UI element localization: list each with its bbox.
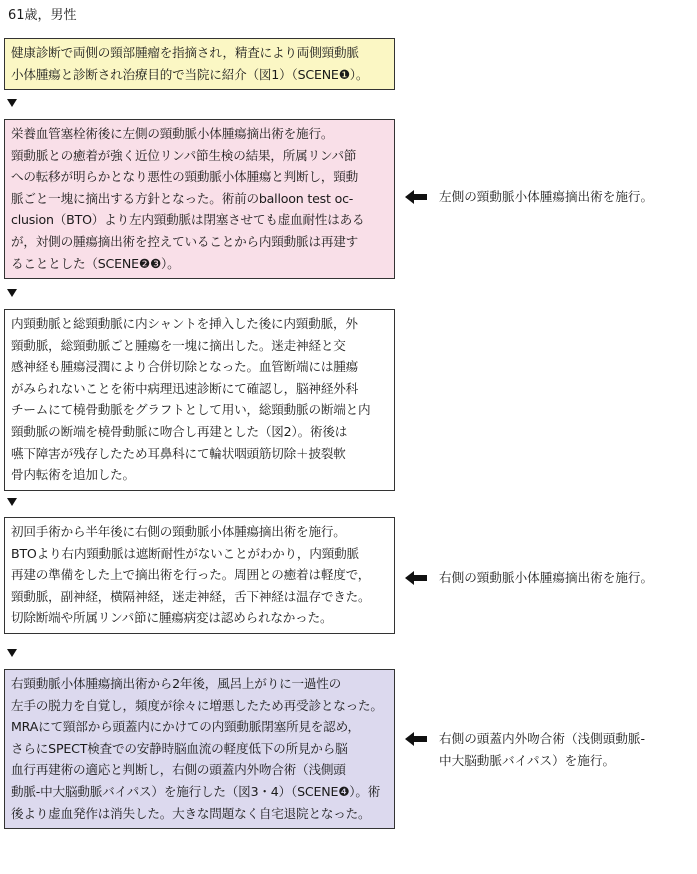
step-box-reconstruction	[4, 309, 395, 491]
left-arrow-icon	[405, 190, 427, 204]
step-box-referral	[4, 38, 395, 90]
text-line: 血行再建術の適応と判断し，右側の頭蓋内外吻合術（浅側頭	[11, 762, 346, 778]
text-line: 初回手術から半年後に右側の頸動脈小体腫瘍摘出術を施行。	[11, 524, 346, 539]
down-arrow-icon	[7, 289, 17, 297]
side-note-text: 右側の頸動脈小体腫瘍摘出術を施行。	[439, 570, 654, 585]
patient-header: 61歳，男性	[8, 8, 77, 23]
text-line: チームにて橈骨動脈をグラフトとして用い，総頸動脈の断端と内	[11, 402, 371, 418]
step-box-right-surgery	[4, 517, 395, 634]
left-arrow-icon	[405, 732, 427, 746]
text-line: 再建の準備をした上で摘出術を行った。周囲との癒着は軽度で，	[11, 567, 371, 583]
step-box-bypass	[4, 669, 395, 829]
text-line: がみられないことを術中病理迅速診断にて確認し，脳神経外科	[11, 380, 359, 396]
side-note-text: 左側の頸動脈小体腫瘍摘出術を施行。	[439, 189, 654, 204]
down-arrow-icon	[7, 99, 17, 107]
side-note-left-surgery	[405, 186, 653, 208]
text-line: 健康診断で両側の頸部腫瘤を指摘され，精査により両側頸動脈	[11, 45, 359, 60]
text-line: 左手の脱力を自覚し，頻度が徐々に増悪したため再受診となった。	[11, 697, 383, 713]
text-line: への転移が明らかとなり悪性の頸動脈小体腫瘍と判断し，頸動	[11, 169, 359, 185]
text-line: 右頸動脈小体腫瘍摘出術から2年後，風呂上がりに一過性の	[11, 676, 342, 691]
side-note-right-surgery	[405, 567, 653, 589]
text-line: 小体腫瘍と診断され治療目的で当院に紹介（図1）（SCENE❶）。	[11, 66, 369, 82]
text-line: 内頸動脈と総頸動脈に内シャントを挿入した後に内頸動脈，外	[11, 316, 358, 331]
down-arrow-icon	[7, 649, 17, 657]
text-line: 脈ごと一塊に摘出する方針となった。術前のballoon test oc-	[11, 190, 354, 206]
text-line: 動脈‐中大脳動脈バイパス）を施行した（図3・4）（SCENE❹）。術	[11, 783, 381, 799]
text-line: 頸動脈，総頸動脈ごと腫瘍を一塊に摘出した。迷走神経と交	[11, 337, 346, 353]
text-line: 頸動脈との癒着が強く近位リンパ節生検の結果，所属リンパ節	[11, 147, 357, 163]
side-note-bypass	[405, 728, 645, 772]
text-line: BTOより右内頸動脈は遮断耐性がないことがわかり，内頸動脈	[11, 545, 359, 561]
text-line: 頸動脈の断端を橈骨動脈に吻合し再建とした（図2）。術後は	[11, 423, 348, 439]
step-box-left-surgery	[4, 119, 395, 279]
text-line: が，対側の腫瘍摘出術を控えていることから内頸動脈は再建す	[11, 233, 359, 249]
text-line: ることとした（SCENE❷❸）。	[11, 255, 180, 271]
side-note-text: 右側の頭蓋内外吻合術（浅側頭動脈‐	[439, 731, 646, 746]
text-line: 嚥下障害が残存したため耳鼻科にて輪状咽頭筋切除＋披裂軟	[11, 445, 346, 461]
text-line: 後より虚血発作は消失した。大きな問題なく自宅退院となった。	[11, 805, 371, 821]
text-line: 骨内転術を追加した。	[11, 467, 135, 483]
side-note-text: 中大脳動脈バイパス）を施行。	[439, 753, 616, 768]
text-line: MRAにて頸部から頭蓋内にかけての内頸動脈閉塞所見を認め，	[11, 719, 360, 735]
text-line: 頸動脈，副神経，横隔神経，迷走神経，舌下神経は温存できた。	[11, 588, 371, 604]
text-line: 感神経も腫瘍浸潤により合併切除となった。血管断端には腫瘍	[11, 359, 359, 375]
text-line: 切除断端や所属リンパ節に腫瘍病変は認められなかった。	[11, 610, 333, 626]
left-arrow-icon	[405, 571, 427, 585]
text-line: 栄養血管塞栓術後に左側の頸動脈小体腫瘍摘出術を施行。	[11, 126, 334, 141]
text-line: clusion（BTO）より左内頸動脈は閉塞させても虚血耐性はある	[11, 212, 365, 228]
text-line: さらにSPECT検査での安静時脳血流の軽度低下の所見から脳	[11, 740, 348, 756]
down-arrow-icon	[7, 498, 17, 506]
